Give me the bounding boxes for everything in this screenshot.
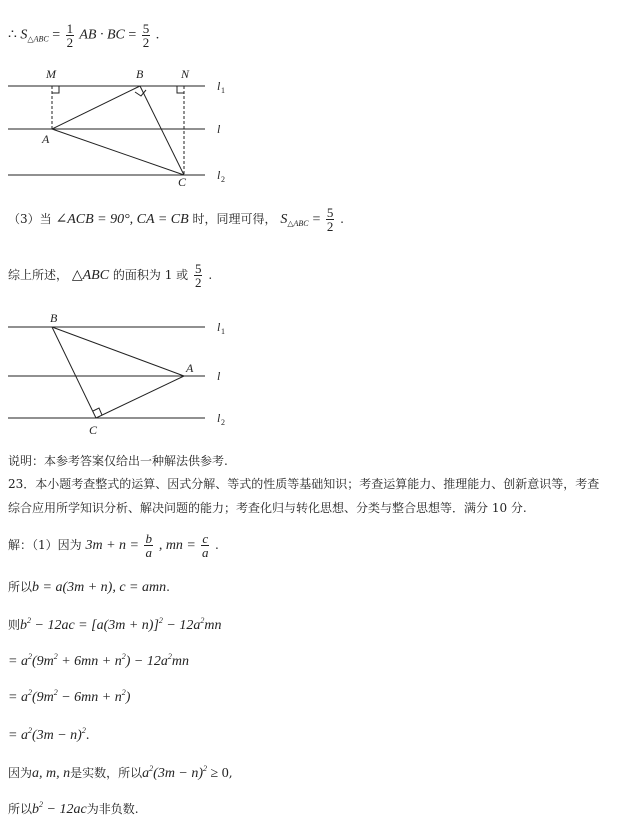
label-a: A — [42, 132, 50, 146]
step-2-line — [8, 652, 189, 670]
term-b: b — [20, 618, 28, 633]
area-subscript: △ABC — [27, 34, 49, 44]
solution-1-line — [8, 532, 219, 559]
fraction-one-half — [66, 22, 75, 49]
term: + 6mn + n — [57, 654, 122, 669]
final-prefix: 所以 — [8, 802, 33, 816]
label-c: C — [178, 175, 187, 186]
term-middle: − 12ac = [a(3m + n)] — [31, 618, 159, 633]
final-suffix: 为非负数. — [86, 802, 139, 816]
period: . — [208, 268, 213, 282]
question-23-description: 23．本小题考查整式的运算、因式分解、等式的性质等基础知识；考查运算能力、推理能力、创新意识等，考查综合应用所学知识分析、解决问题的能力；考查化归与转化思想、分类与整合思想等．满分 10 分. — [8, 477, 600, 515]
area-symbol: S — [280, 212, 288, 227]
label-b: B — [136, 67, 144, 81]
summary-prefix: 综上所述， — [8, 268, 69, 282]
period: . — [155, 27, 160, 43]
case-3-middle-text: 时，同理可得， — [192, 212, 277, 226]
label-l2-sub: 2 — [221, 418, 225, 427]
then-prefix: 则 — [8, 618, 21, 632]
so-prefix: 所以 — [8, 580, 33, 594]
step-3-line — [8, 688, 130, 706]
fraction-five-halves — [326, 206, 335, 233]
product-expression: AB · BC — [79, 27, 125, 43]
segment-ab — [52, 86, 140, 129]
expression-b-c: b = a(3m + n), c = amn — [32, 580, 167, 595]
label-l1-sub: 1 — [221, 327, 225, 336]
final-expression — [32, 802, 87, 817]
period: . — [85, 728, 90, 743]
exponent: 2 — [53, 688, 58, 697]
label-l: l — [217, 369, 221, 383]
exponent: 2 — [200, 616, 205, 625]
fraction-b-over-a — [144, 532, 153, 559]
exponent: 2 — [121, 688, 126, 697]
exponent: 2 — [27, 616, 32, 625]
frac-num: b — [145, 531, 152, 546]
term: ) — [125, 690, 131, 705]
exponent: 2 — [121, 652, 126, 661]
frac-den: 2 — [142, 35, 150, 50]
equals-sign: = — [52, 27, 64, 43]
because-prefix: 因为 — [8, 766, 33, 780]
figure-2-parallel-lines — [0, 310, 617, 440]
area-symbol: S — [20, 27, 28, 43]
term-mn: mn — [204, 618, 222, 633]
so-line — [8, 578, 170, 596]
case-3-condition: ∠ACB = 90°, CA = CB — [55, 212, 189, 227]
nonnegative-expression — [142, 766, 229, 781]
exponent: 2 — [39, 800, 44, 809]
label-l: l — [217, 122, 221, 136]
summary-middle-text: 的面积为 1 或 — [112, 268, 189, 282]
term: − 12ac — [43, 802, 87, 817]
term-12a: − 12a — [162, 618, 201, 633]
term: = a — [8, 654, 28, 669]
period: . — [166, 580, 170, 594]
frac-num: c — [202, 531, 209, 546]
because-middle-text: 是实数，所以 — [70, 766, 143, 780]
term: b — [32, 802, 40, 817]
right-angle-mark-m — [52, 86, 59, 93]
right-angle-mark-n — [177, 86, 184, 93]
step-4-line — [8, 726, 89, 744]
expression-3m-plus-n: 3m + n = — [85, 538, 143, 553]
variables: a, m, n — [32, 766, 71, 781]
term: ≥ 0 — [207, 766, 229, 781]
case-3-prefix: （3）当 — [8, 212, 52, 226]
label-b: B — [50, 311, 58, 325]
exponent: 2 — [167, 652, 172, 661]
segment-ca — [96, 376, 184, 418]
term: (9m — [31, 690, 54, 705]
label-c: C — [89, 423, 98, 437]
label-m: M — [46, 67, 56, 81]
exponent: 2 — [27, 652, 32, 661]
exponent: 2 — [81, 726, 86, 735]
therefore-symbol: ∴ — [8, 27, 17, 43]
period: . — [214, 538, 219, 552]
fraction-five-halves — [194, 262, 203, 289]
label-l2: l — [217, 168, 221, 182]
exponent: 2 — [203, 764, 208, 773]
period: . — [340, 212, 344, 226]
then-line — [8, 616, 221, 634]
fraction-five-halves — [142, 22, 151, 49]
label-l2: l — [217, 411, 221, 425]
exponent: 2 — [27, 688, 32, 697]
term: (3m − n) — [31, 728, 82, 743]
summary-line — [8, 262, 212, 289]
term: a — [142, 766, 150, 781]
label-a: A — [186, 361, 194, 375]
area-formula-line — [8, 22, 159, 49]
frac-den: 2 — [326, 219, 334, 234]
term: = a — [8, 690, 28, 705]
case-3-line — [8, 206, 344, 233]
exponent: 2 — [149, 764, 154, 773]
term: mn — [171, 654, 189, 669]
exponent: 2 — [158, 616, 163, 625]
term: ) − 12a — [125, 654, 168, 669]
note-line: 说明：本参考答案仅给出一种解法供参考. — [8, 454, 228, 468]
exponent: 2 — [27, 726, 32, 735]
frac-num: 5 — [194, 261, 202, 276]
triangle-symbol: △ABC — [71, 268, 110, 283]
label-l1: l — [217, 320, 221, 334]
discriminant-expression — [20, 618, 221, 633]
label-l1-sub: 1 — [221, 86, 225, 95]
area-subscript: △ABC — [287, 219, 309, 228]
because-line — [8, 764, 233, 782]
term: − 6mn + n — [57, 690, 122, 705]
label-l2-sub: 2 — [221, 175, 225, 184]
frac-num: 5 — [142, 21, 150, 36]
term: (9m — [31, 654, 54, 669]
label-l1: l — [217, 79, 221, 93]
term: (3m − n) — [153, 766, 204, 781]
frac-den: a — [202, 545, 209, 560]
fraction-c-over-a — [201, 532, 209, 559]
comma: , — [228, 766, 233, 780]
frac-den: a — [145, 545, 152, 560]
solution-prefix: 解：（1）因为 — [8, 538, 82, 552]
frac-num: 1 — [66, 21, 74, 36]
frac-num: 5 — [326, 205, 334, 220]
expression-mn: , mn = — [158, 538, 200, 553]
equals-sign: = — [312, 212, 324, 227]
final-line — [8, 800, 139, 818]
equals-sign: = — [128, 27, 140, 43]
frac-den: 2 — [194, 275, 202, 290]
figure-1-parallel-lines — [0, 66, 617, 186]
frac-den: 2 — [66, 35, 74, 50]
term: = a — [8, 728, 28, 743]
exponent: 2 — [53, 652, 58, 661]
label-n: N — [181, 67, 190, 81]
